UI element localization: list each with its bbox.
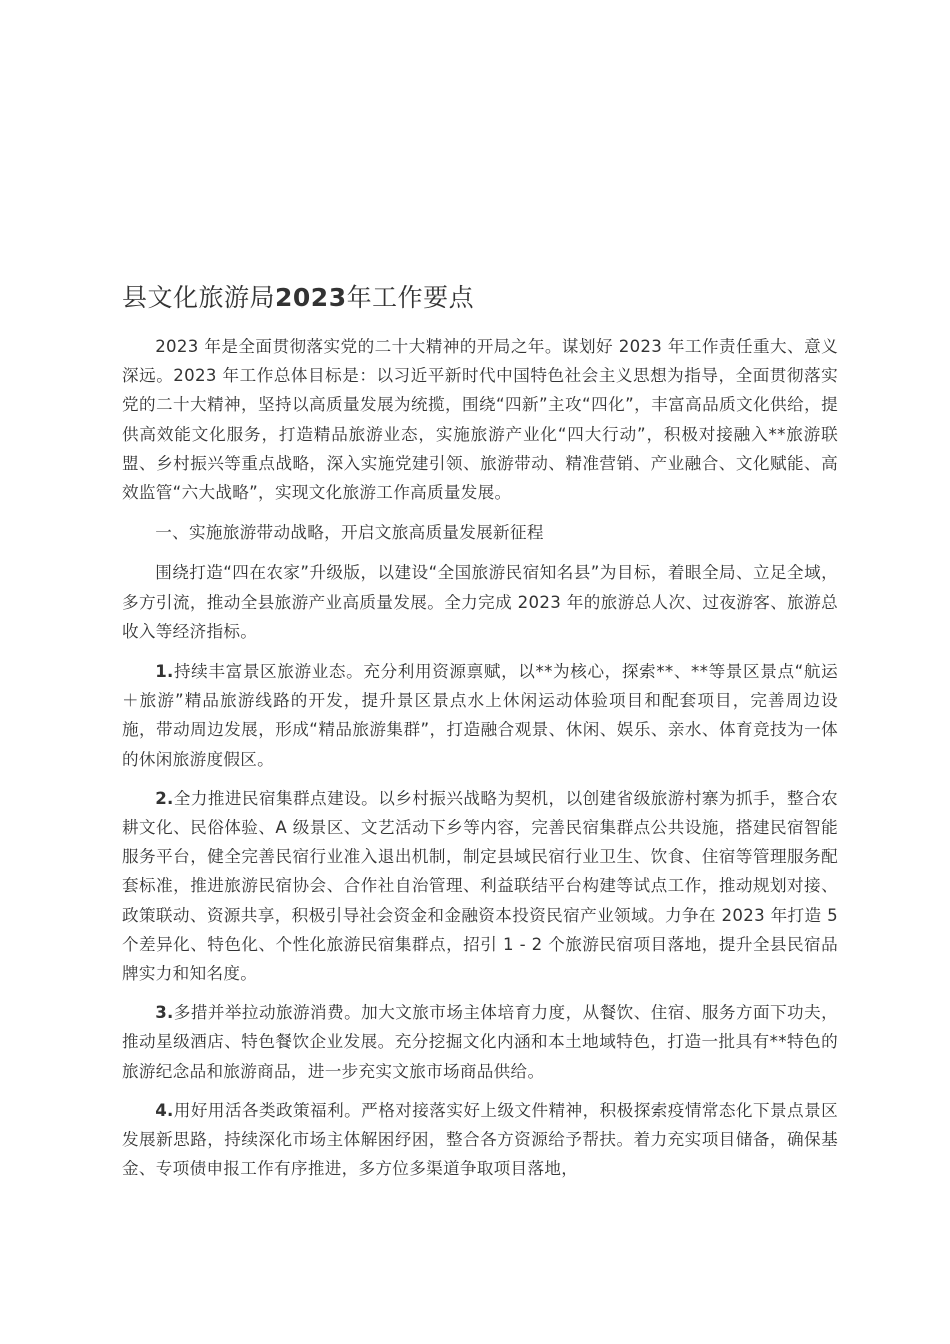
item-2-number: 2. <box>155 788 174 808</box>
document-title <box>122 282 838 314</box>
item-3-number: 3. <box>155 1003 174 1023</box>
intro-paragraph: 2023 年是全面贯彻落实党的二十大精神的开局之年。谋划好 2023 年工作责任重大、意义深远。2023 年工作总体目标是：以习近平新时代中国特色社会主义思想为指导，全面贯彻落实党的二十大精神，坚持以高质量发展为统揽，围绕“四新”主攻“四化”，丰富高品质文化供给，提供高效能文化服务，打造精品旅游业态，实施旅游产业化“四大行动”，积极对接融入**旅游联盟、乡村振兴等重点战略，深入实施党建引领、旅游带动、精准营销、产业融合、文化赋能、高效监管“六大战略”，实现文化旅游工作高质量发展。 <box>122 337 838 503</box>
item-4-paragraph <box>122 1096 838 1184</box>
section-heading-1: 一、实施旅游带动战略，开启文旅高质量发展新征程 <box>155 523 544 543</box>
item-1-number: 1. <box>155 662 174 682</box>
item-4-number: 4. <box>155 1100 174 1120</box>
title-prefix: 县文化旅游局 <box>122 283 276 312</box>
item-1-paragraph <box>122 657 838 774</box>
item-3-paragraph <box>122 998 838 1086</box>
item-4-text: 用好用活各类政策福利。严格对接落实好上级文件精神，积极探索疫情常态化下景点景区发展新思路，持续深化市场主体解困纾困，整合各方资源给予帮扶。着力充实项目储备，确保基金、专项债申报工作有序推进，多方位多渠道争取项目落地， <box>122 1100 838 1179</box>
title-suffix: 年工作要点 <box>346 283 475 312</box>
section-intro-paragraph: 围绕打造“四在农家”升级版，以建设“全国旅游民宿知名县”为目标，着眼全局、立足全域，多方引流，推动全县旅游产业高质量发展。全力完成 2023 年的旅游总人次、过夜游客、旅游总收入等经济指标。 <box>122 563 838 641</box>
item-2-paragraph <box>122 784 838 988</box>
document-page <box>122 282 838 1193</box>
title-year: 2023 <box>275 283 347 312</box>
item-2-text: 全力推进民宿集群点建设。以乡村振兴战略为契机，以创建省级旅游村寨为抓手，整合农耕文化、民俗体验、A 级景区、文艺活动下乡等内容，完善民宿集群点公共设施，搭建民宿智能服务平台，健全完善民宿行业准入退出机制，制定县域民宿行业卫生、饮食、住宿等管理服务配套标准，推进旅游民宿协会、合作社自治管理、利益联结平台构建等试点工作，推动规划对接、政策联动、资源共享，积极引导社会资金和金融资本投资民宿产业领域。力争在 2023 年打造 5 个差异化、特色化、个性化旅游民宿集群点，招引 1 - 2 个旅游民宿项目落地，提升全县民宿品牌实力和知名度。 <box>122 788 838 984</box>
item-3-text: 多措并举拉动旅游消费。加大文旅市场主体培育力度，从餐饮、住宿、服务方面下功夫，推动星级酒店、特色餐饮企业发展。充分挖掘文化内涵和本土地域特色，打造一批具有**特色的旅游纪念品和旅游商品，进一步充实文旅市场商品供给。 <box>122 1003 838 1081</box>
item-1-text: 持续丰富景区旅游业态。充分利用资源禀赋，以**为核心，探索**、**等景区景点“航运＋旅游”精品旅游线路的开发，提升景区景点水上休闲运动体验项目和配套项目，完善周边设施，带动周边发展，形成“精品旅游集群”，打造融合观景、休闲、娱乐、亲水、体育竞技为一体的休闲旅游度假区。 <box>122 662 838 769</box>
